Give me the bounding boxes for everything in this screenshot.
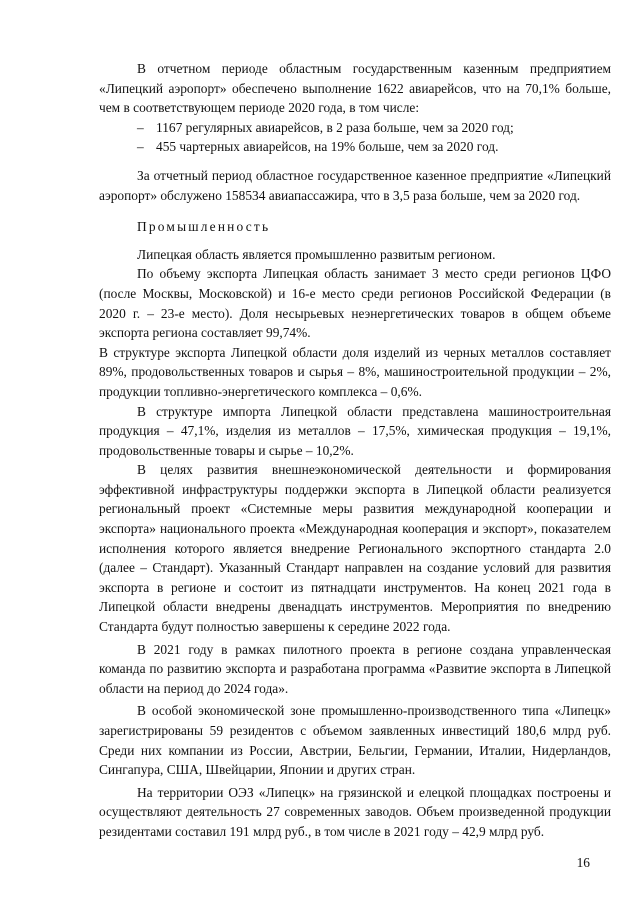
paragraph-import-structure: В структуре импорта Липецкой области представлена машиностроительная продукция – 47,1%, изделия из металлов – 17,5%, химическая продукция – 19,1%, продовольственные товары и сырье – 10,2%. [99,403,611,458]
document-body [99,59,611,842]
list-item-text: 1167 регулярных авиарейсов, в 2 раза больше, чем за 2020 год; [156,119,514,135]
flights-list [99,118,611,157]
section-heading-industry: Промышленность [137,219,271,235]
paragraph-airport-flights: В отчетном периоде областным государственным казенным предприятием «Липецкий аэропорт» обеспечено выполнение 1622 авиарейсов, что на 70,1% больше, чем в соответствующем периоде 2020 года, в том числе: [99,61,611,116]
list-dash: – [137,139,144,155]
paragraph-export-standard: В целях развития внешнеэкономической деятельности и формирования эффективной инфраструктуры поддержки экспорта в Липецкой области реализуется региональный проект «Системные меры развития международной кооперации и экспорта» национального проекта «Международная кооперация и экспорт», показателем исполнения которого является внедрение Регионального экспортного стандарта 2.0 (далее – Стандарт). Указанный Стандарт направлен на создание условий для развития экспорта в регионе и состоит из пятнадцати инструментов. На конец 2021 года в Липецкой области внедрены двенадцать инструментов. Мероприятия по внедрению Стандарта будут полностью завершены к середине 2022 года. [99,462,611,635]
paragraph-sez-residents: В особой экономической зоне промышленно-производственного типа «Липецк» зарегистрированы 59 резидентов с объемом заявленных инвестиций 180,6 млрд руб. Среди них компании из России, Австрии, Бельгии, Германии, Италии, Нидерландов, Сингапура, США, Швейцарии, Японии и других стран. [99,703,611,778]
list-item-text: 455 чартерных авиарейсов, на 19% больше, чем за 2020 год. [156,139,499,155]
paragraph-export-team: В 2021 году в рамках пилотного проекта в регионе создана управленческая команда по развитию экспорта и разработана программа «Развитие экспорта в Липецкой области на период до 2024 года». [99,641,611,696]
list-item [99,118,611,138]
paragraph-export-structure: В структуре экспорта Липецкой области доля изделий из черных металлов составляет 89%, продовольственных товаров и сырья – 8%, машиностроительной продукции – 2%, продукции топливно-энергетического комплекса – 0,6%. [99,344,611,399]
page-number: 16 [576,855,590,870]
list-dash: – [137,119,144,135]
paragraph-airport-passengers: За отчетный период областное государственное казенное предприятие «Липецкий аэропорт» обслужено 158534 авиапассажира, что в 3,5 раза больше, чем за 2020 год. [99,167,611,203]
paragraph-sez-plants: На территории ОЭЗ «Липецк» на грязинской и елецкой площадках построены и осуществляют деятельность 27 современных заводов. Объем произведенной продукции резидентами составил 191 млрд руб., в том числе в 2021 году – 42,9 млрд руб. [99,784,611,839]
paragraph-export-rank: По объему экспорта Липецкая область занимает 3 место среди регионов ЦФО (после Москвы, Московской) и 16-е место среди регионов Российской Федерации (в 2020 г. – 23-е место). Доля несырьевых неэнергетических товаров в общем объеме экспорта региона составляет 99,74%. [99,266,611,341]
paragraph-industrial-region: Липецкая область является промышленно развитым регионом. [137,246,496,262]
list-item [99,137,611,157]
